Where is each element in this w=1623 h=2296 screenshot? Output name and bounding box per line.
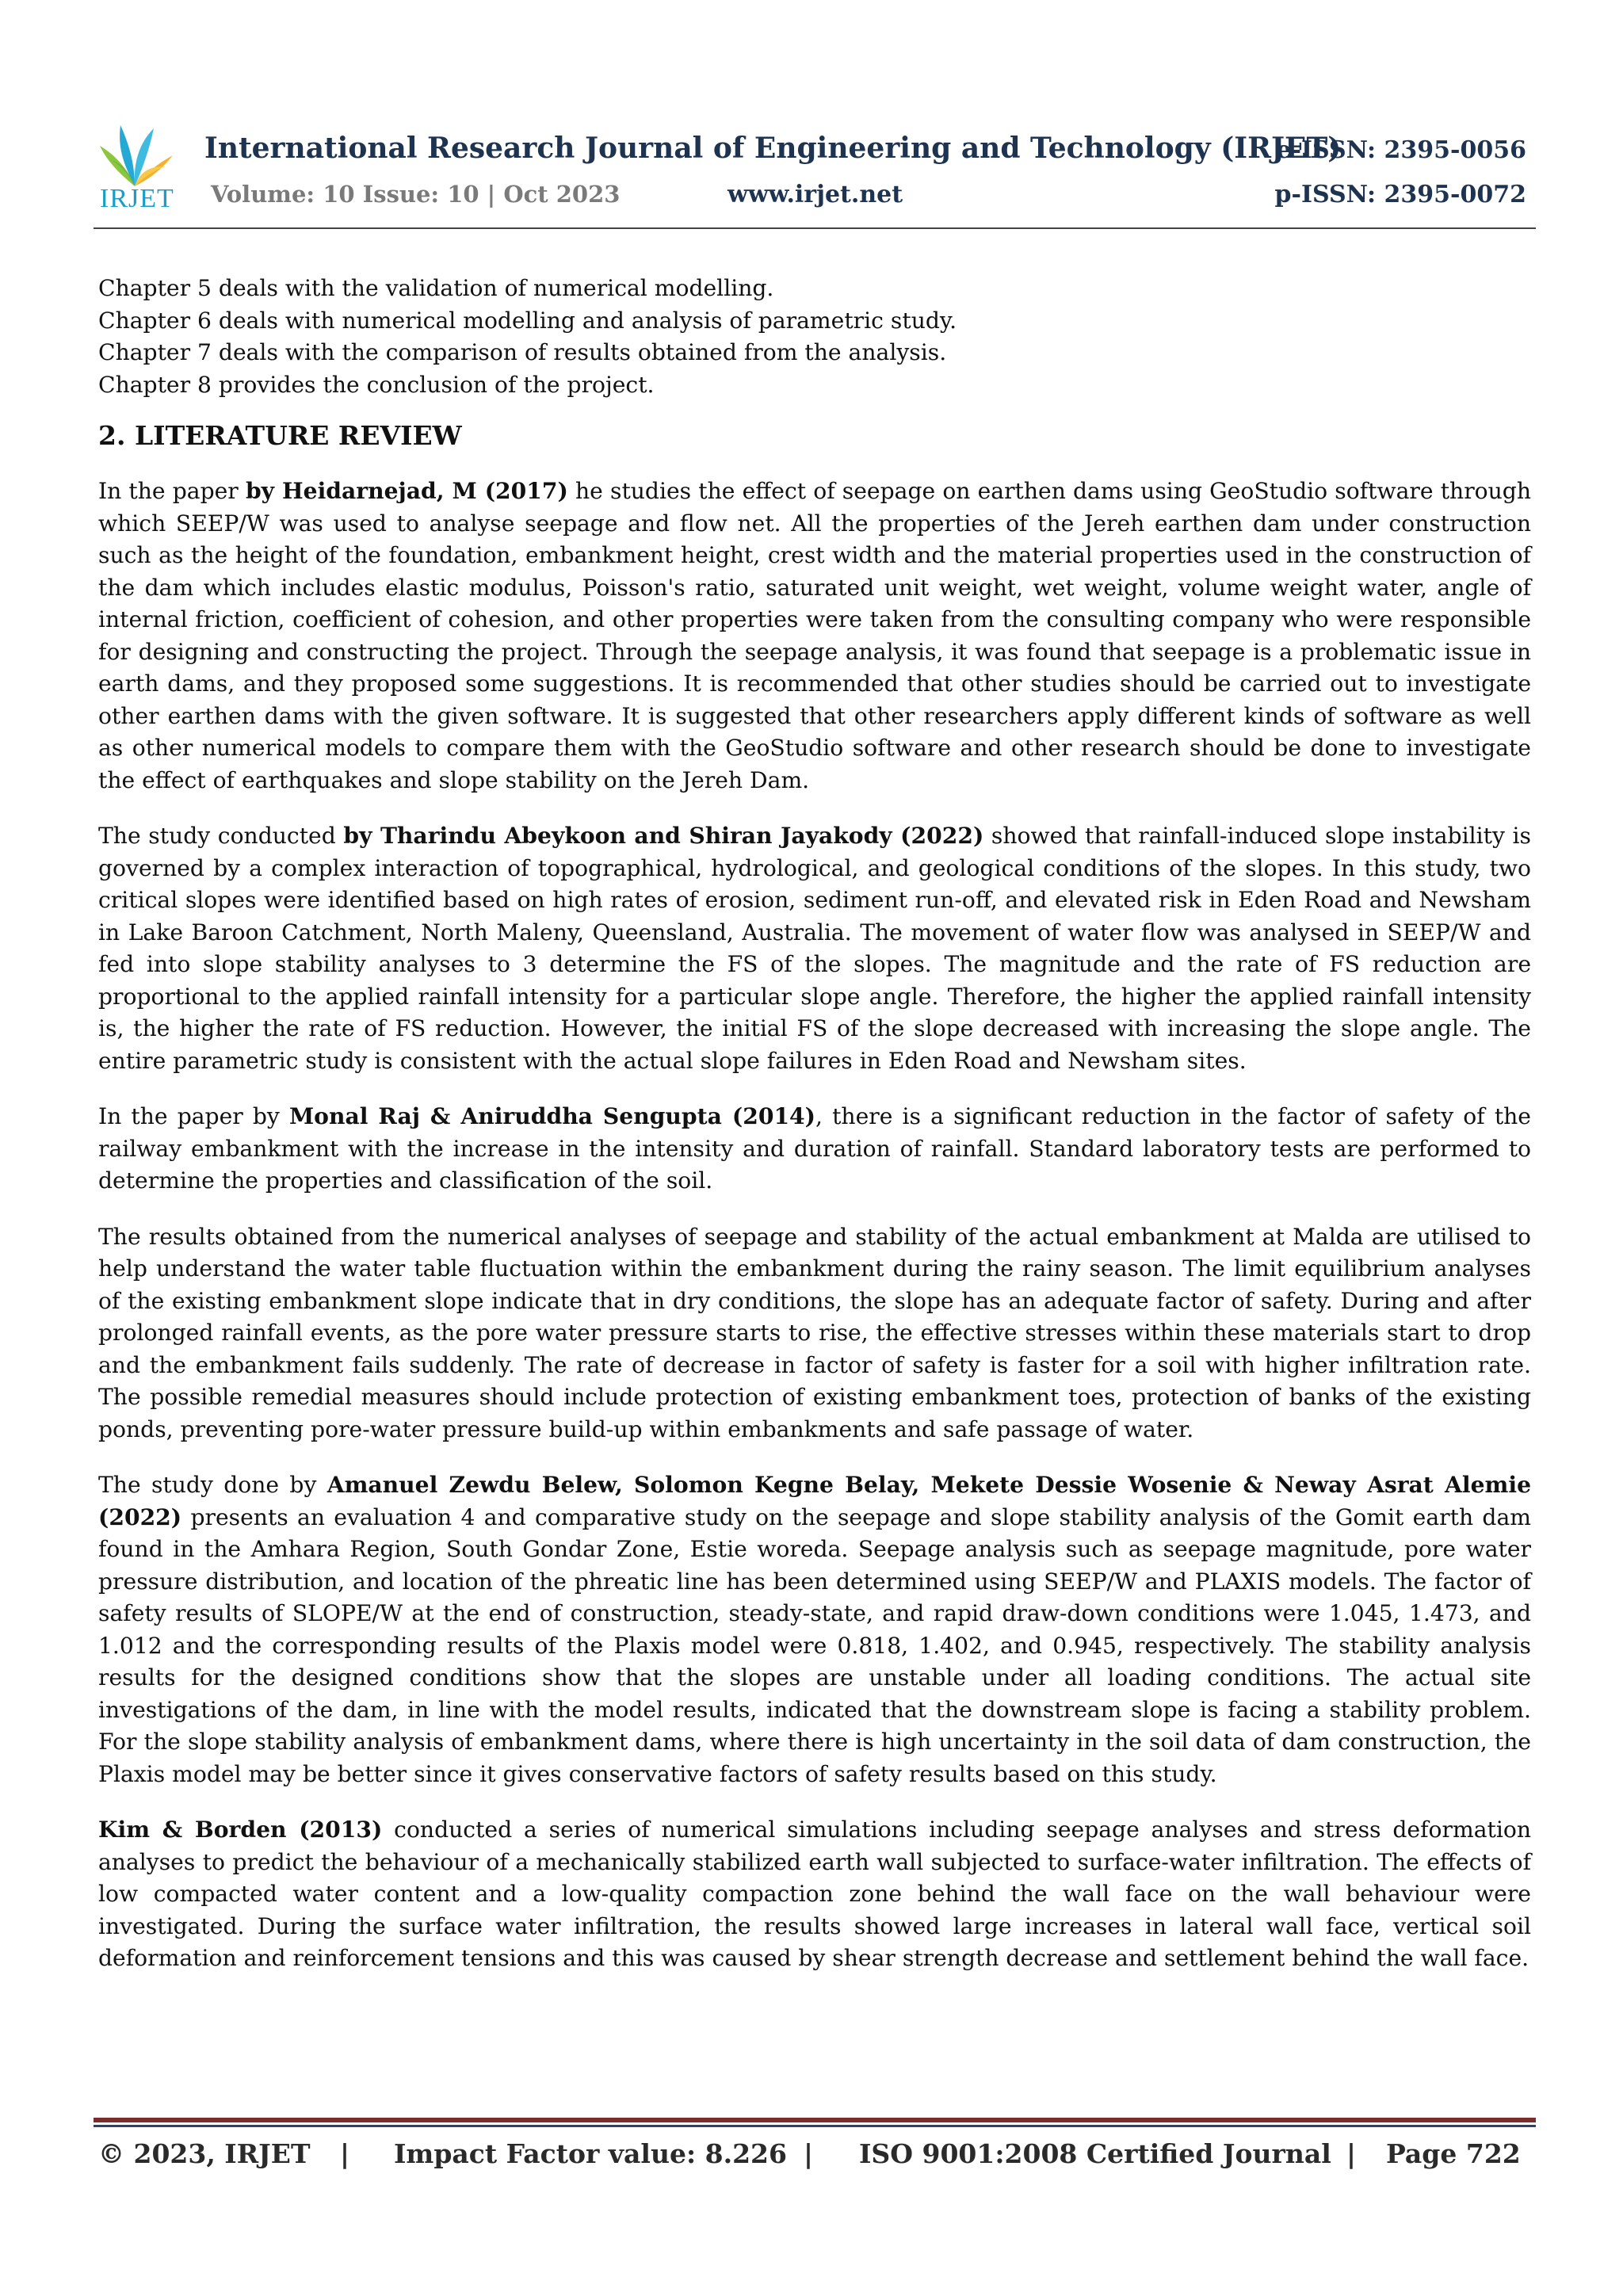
chapter-line: Chapter 6 deals with numerical modelling and analysis of parametric study. (98, 307, 957, 334)
footer-divider-top (94, 2118, 1536, 2122)
paragraph-text-post: he studies the effect of seepage on earthen dams using GeoStudio software through which SEEP/W was used to analyse seepage and flow net. All the properties of the Jereh earthen dam under construction such as the height of the foundation, embankment height, crest width and the material properties used in the construction of the dam which includes elastic modulus, Poisson's ratio, saturated unit weight, wet weight, volume weight water, angle of internal friction, coefficient of cohesion, and other properties were taken from the consulting company who were responsible for designing and constructing the project. Through the seepage analysis, it was found that seepage is a problematic issue in earth dams, and they proposed some suggestions. It is recommended that other studies should be carried out to investigate other earthen dams with the given software. It is suggested that other researchers apply different kinds of software as well as other numerical models to compare them with the GeoStudio software and other research should be done to investigate the effect of earthquakes and slope stability on the Jereh Dam. (98, 478, 1531, 793)
paragraph-text-post: showed that rainfall-induced slope instability is governed by a complex interaction of topographical, hydrological, and geological conditions of the slopes. In this study, two critical slopes were identified based on high rates of erosion, sediment run-off, and elevated risk in Eden Road and Newsham in Lake Baroon Catchment, North Maleny, Queensland, Australia. The movement of water flow was analysed in SEEP/W and fed into slope stability analyses to 3 determine the FS of the slopes. The magnitude and the rate of FS reduction are proportional to the applied rainfall intensity for a particular slope angle. Therefore, the higher the applied rainfall intensity is, the higher the rate of FS reduction. However, the initial FS of the slope decreased with increasing the slope angle. The entire parametric study is consistent with the actual slope failures in Eden Road and Newsham sites. (98, 823, 1531, 1074)
journal-header (94, 119, 1536, 227)
citation-author: Monal Raj & Aniruddha Sengupta (2014) (288, 1103, 816, 1129)
chapter-line: Chapter 8 provides the conclusion of the project. (98, 371, 655, 398)
footer-separator: | (804, 2138, 814, 2169)
footer-separator: | (340, 2138, 350, 2169)
citation-author: Kim & Borden (2013) (98, 1817, 383, 1843)
footer-divider-bottom (94, 2125, 1536, 2127)
citation-author: by Heidarnejad, M (2017) (245, 478, 568, 504)
literature-paragraph (98, 1814, 1531, 1975)
citation-author: Amanuel Zewdu Belew, Solomon Kegne Belay, Mekete Dessie Wosenie & Neway Asrat Alemie (2022) (98, 1472, 1531, 1530)
section-heading: 2. LITERATURE REVIEW (98, 420, 462, 451)
literature-paragraph (98, 820, 1531, 1077)
logo-text: IRJET (100, 184, 174, 213)
journal-title: International Research Journal of Engineering and Technology (IRJET) (204, 132, 1342, 165)
citation-author: by Tharindu Abeykoon and Shiran Jayakody (2022) (343, 823, 984, 849)
chapter-line: Chapter 7 deals with the comparison of results obtained from the analysis. (98, 339, 947, 365)
paragraph-text-pre: In the paper by (98, 1103, 289, 1129)
page-number: Page 722 (1386, 2138, 1521, 2169)
paragraph-text-pre: The results obtained from the numerical analyses of seepage and stability of the actual embankment at Malda are utilised to help understand the water table fluctuation within the embankment during the rainy season. The limit equilibrium analyses of the existing embankment slope indicate that in dry conditions, the slope has an adequate factor of safety. During and after prolonged rainfall events, as the pore water pressure starts to rise, the effective stresses within these materials start to drop and the embankment fails suddenly. The rate of decrease in factor of safety is faster for a soil with higher infiltration rate. The possible remedial measures should include protection of existing embankment toes, protection of banks of the existing ponds, preventing pore-water pressure build-up within embankments and safe passage of water. (98, 1223, 1531, 1442)
literature-paragraph (98, 476, 1531, 797)
paragraph-text-post: presents an evaluation 4 and comparative study on the seepage and slope stability analysis of the Gomit earth dam found in the Amhara Region, South Gondar Zone, Estie woreda. Seepage analysis such as seepage magnitude, pore water pressure distribution, and location of the phreatic line has been determined using SEEP/W and PLAXIS models. The factor of safety results of SLOPE/W at the end of construction, steady-state, and rapid draw-down conditions were 1.045, 1.473, and 1.012 and the corresponding results of the Plaxis model were 0.818, 1.402, and 0.945, respectively. The stability analysis results for the designed conditions show that the slopes are unstable under all loading conditions. The actual site investigations of the dam, in line with the model results, indicated that the downstream slope is facing a stability problem. For the slope stability analysis of embankment dams, where there is high uncertainty in the soil data of dam construction, the Plaxis model may be better since it gives conservative factors of safety results based on this study. (98, 1503, 1531, 1787)
irjet-logo (94, 119, 177, 214)
leaf-logo-icon (94, 119, 177, 190)
page-footer (98, 2138, 1521, 2178)
volume-issue: Volume: 10 Issue: 10 | Oct 2023 (211, 181, 621, 208)
footer-impact-factor: Impact Factor value: 8.226 (394, 2138, 787, 2169)
paragraph-text-pre: In the paper (98, 478, 246, 504)
page-content (98, 273, 1531, 1999)
paragraph-text-post: , there is a significant reduction in the factor of safety of the railway embankment with the increase in the intensity and duration of rainfall. Standard laboratory tests are performed to determine the properties and classification of the soil. (98, 1103, 1531, 1194)
paragraph-text-pre: The study conducted (98, 823, 344, 849)
paragraph-text-pre: The study done by (98, 1472, 327, 1498)
literature-paragraph (98, 1469, 1531, 1790)
p-issn: p-ISSN: 2395-0072 (1274, 181, 1526, 208)
literature-paragraph (98, 1101, 1531, 1198)
footer-iso: ISO 9001:2008 Certified Journal (859, 2138, 1331, 2169)
literature-paragraph (98, 1221, 1531, 1446)
paragraph-text-post: conducted a series of numerical simulations including seepage analyses and stress deformation analyses to predict the behaviour of a mechanically stabilized earth wall subjected to surface-water infiltration. The effects of low compacted water content and a low-quality compaction zone behind the wall face on the wall behaviour were investigated. During the surface water infiltration, the results showed large increases in lateral wall face, vertical soil deformation and reinforcement tensions and this was caused by shear strength decrease and settlement behind the wall face. (98, 1817, 1531, 1971)
header-divider (94, 227, 1536, 229)
e-issn: e-ISSN: 2395-0056 (1276, 136, 1526, 164)
chapter-line: Chapter 5 deals with the validation of numerical modelling. (98, 275, 774, 301)
footer-separator: | (1346, 2138, 1357, 2169)
website-link[interactable]: www.irjet.net (727, 181, 903, 208)
footer-copyright: © 2023, IRJET (98, 2138, 311, 2169)
